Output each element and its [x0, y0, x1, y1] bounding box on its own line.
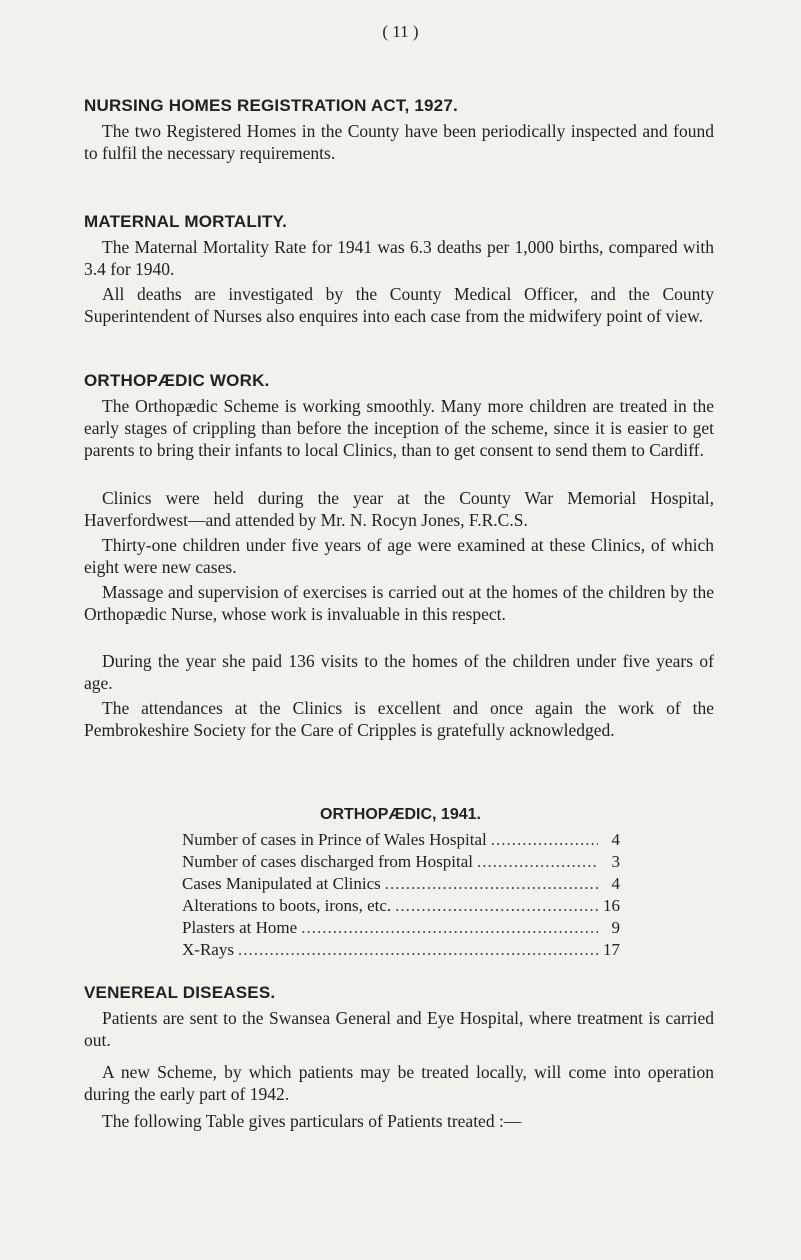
nursing-homes-paragraph: The two Registered Homes in the County have been periodically inspected and found to fulfil the necessary requirements. — [84, 121, 714, 163]
table-row-value: 17 — [603, 940, 620, 959]
table-row — [182, 940, 620, 962]
orthopaedic-paragraph-1: The Orthopædic Scheme is working smoothly. Many more children are treated in the early stages of crippling than before the inception of the scheme, since it is easier to get parents to bring their infants to local Clinics, than to get consent to send them to Cardiff. — [84, 396, 714, 460]
venereal-diseases-heading: VENEREAL DISEASES. — [84, 983, 276, 1002]
table-row-label: Number of cases in Prince of Wales Hospital — [182, 830, 487, 849]
venereal-paragraph-1: Patients are sent to the Swansea General and Eye Hospital, where treatment is carried out. — [84, 1008, 714, 1050]
leader-dots — [238, 940, 598, 960]
maternal-mortality-heading: MATERNAL MORTALITY. — [84, 212, 288, 231]
table-row — [182, 830, 620, 852]
table-row-value: 3 — [611, 852, 620, 871]
leader-dots — [395, 896, 598, 916]
orthopaedic-paragraph-3: Thirty-one children under five years of age were examined at these Clinics, of which eight were new cases. — [84, 535, 714, 577]
table-row — [182, 852, 620, 874]
maternal-mortality-paragraph-2: All deaths are investigated by the County Medical Officer, and the County Superintendent of Nurses also enquires into each case from the midwifery point of view. — [84, 284, 714, 326]
table-row-label: Plasters at Home — [182, 918, 298, 937]
venereal-paragraph-3: The following Table gives particulars of Patients treated :— — [102, 1111, 522, 1131]
table-row-value: 4 — [611, 874, 620, 893]
table-row-label: X-Rays — [182, 940, 234, 959]
leader-dots — [491, 830, 598, 850]
table-row-value: 4 — [611, 830, 620, 849]
table-row — [182, 874, 620, 896]
orthopaedic-work-heading: ORTHOPÆDIC WORK. — [84, 371, 270, 390]
leader-dots — [477, 852, 598, 872]
orthopaedic-paragraph-2: Clinics were held during the year at the County War Memorial Hospital, Haverfordwest—and attended by Mr. N. Rocyn Jones, F.R.C.S. — [84, 488, 714, 530]
table-row-label: Alterations to boots, irons, etc. — [182, 896, 392, 915]
leader-dots — [301, 918, 598, 938]
orthopaedic-paragraph-6: The attendances at the Clinics is excellent and once again the work of the Pembrokeshire Society for the Care of Cripples is gratefully acknowledged. — [84, 698, 714, 740]
leader-dots — [385, 874, 598, 894]
table-row-label: Cases Manipulated at Clinics — [182, 874, 381, 893]
table-row-label: Number of cases discharged from Hospital — [182, 852, 473, 871]
table-row — [182, 896, 620, 918]
table-row-value: 9 — [611, 918, 620, 937]
venereal-paragraph-2: A new Scheme, by which patients may be treated locally, will come into operation during the early part of 1942. — [84, 1062, 714, 1104]
page-number: ( 11 ) — [382, 22, 419, 41]
nursing-homes-heading: NURSING HOMES REGISTRATION ACT, 1927. — [84, 96, 458, 115]
maternal-mortality-paragraph-1: The Maternal Mortality Rate for 1941 was 6.3 deaths per 1,000 births, compared with 3.4 for 1940. — [84, 237, 714, 279]
table-row-value: 16 — [603, 896, 620, 915]
table-row — [182, 918, 620, 940]
orthopaedic-table-title: ORTHOPÆDIC, 1941. — [320, 806, 481, 823]
orthopaedic-paragraph-4: Massage and supervision of exercises is carried out at the homes of the children by the Orthopædic Nurse, whose work is invaluable in this respect. — [84, 582, 714, 624]
orthopaedic-paragraph-5: During the year she paid 136 visits to the homes of the children under five years of age. — [84, 651, 714, 693]
